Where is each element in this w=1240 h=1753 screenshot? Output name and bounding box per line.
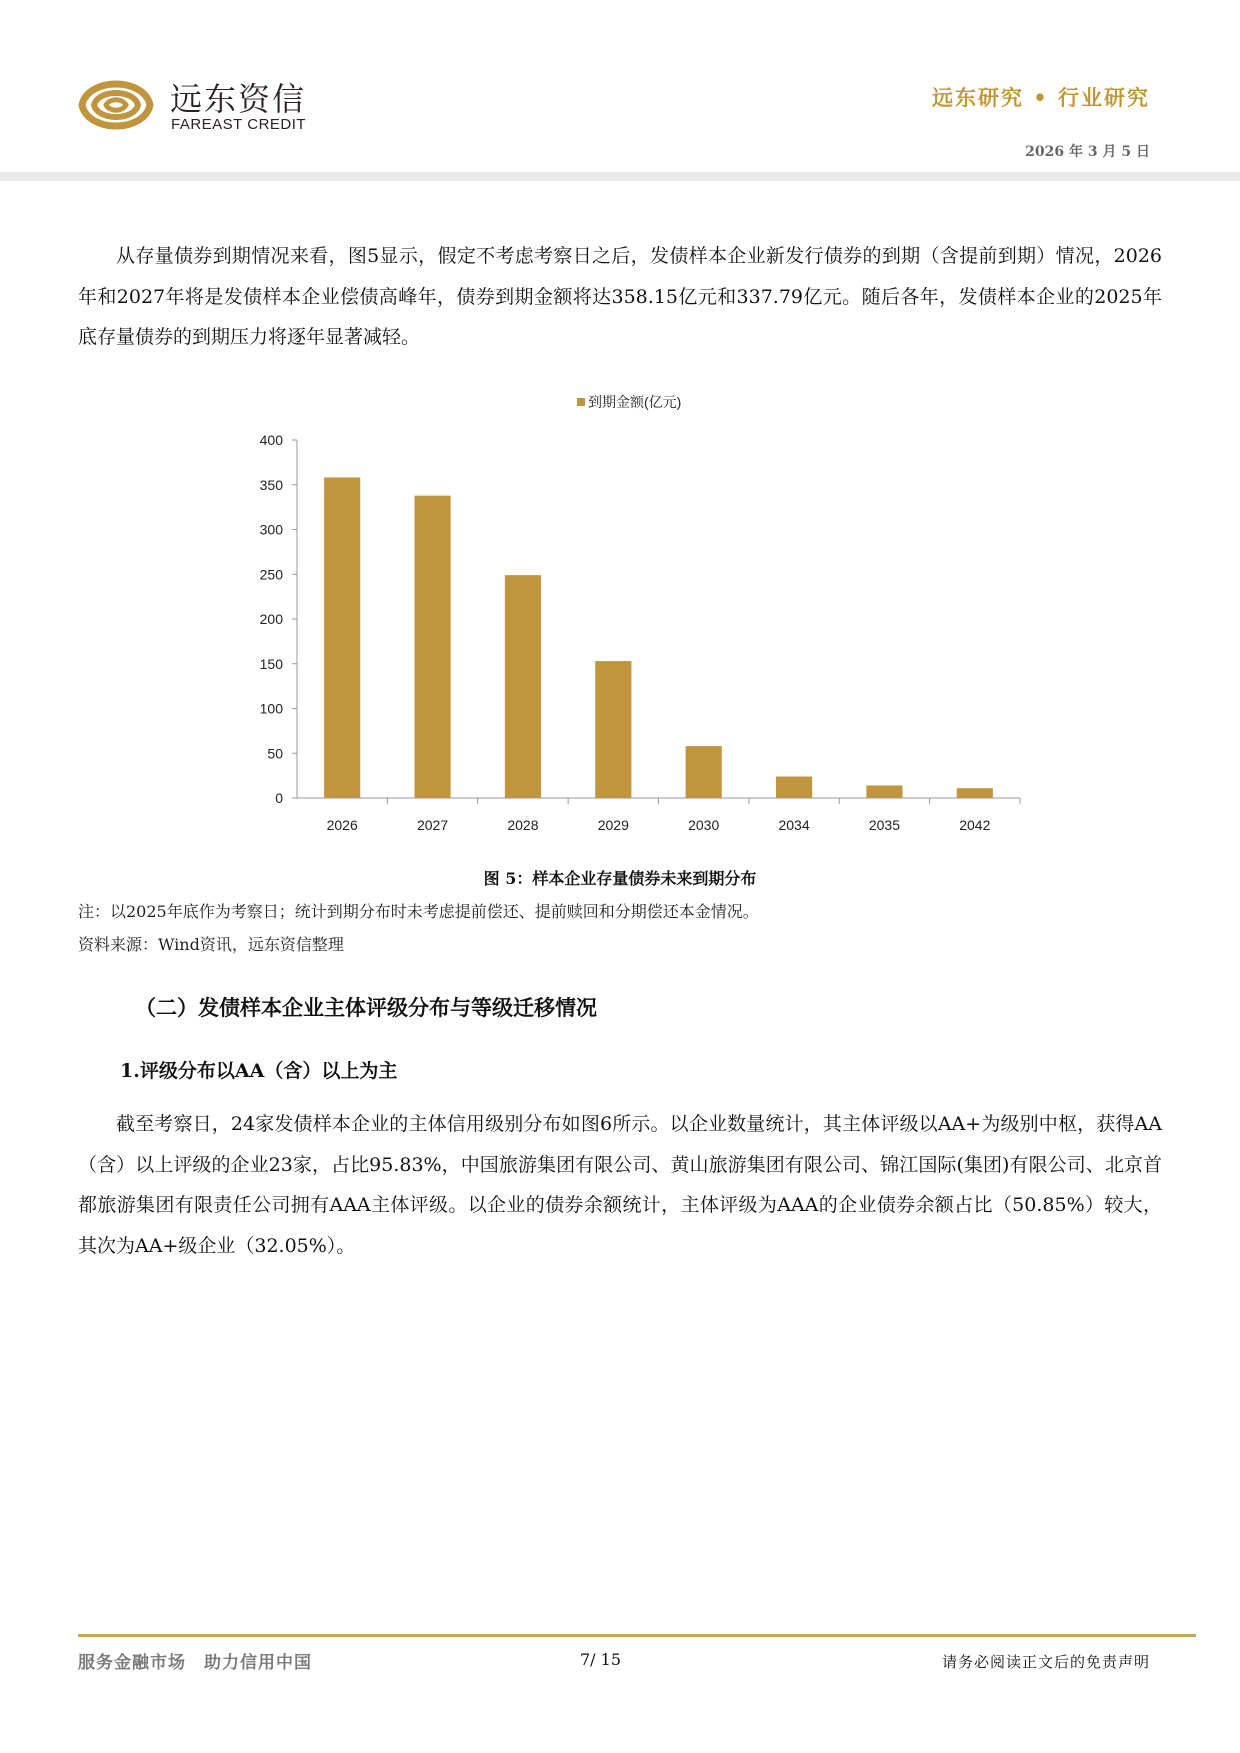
- header-date: 2026 年 3 月 5 日: [1025, 144, 1150, 160]
- bar-2030: [686, 746, 722, 798]
- y-tick-label: 100: [259, 700, 283, 717]
- legend-label: 到期金额(亿元): [588, 394, 682, 410]
- paragraph-maturity: [78, 236, 1162, 358]
- y-tick-label: 50: [267, 745, 283, 762]
- legend-swatch: [577, 398, 585, 406]
- figure-source: 资料来源：Wind资讯，远东资信整理: [78, 935, 344, 954]
- bar-2028: [505, 575, 541, 798]
- section-heading: （二）发债样本企业主体评级分布与等级迁移情况: [135, 995, 597, 1020]
- x-tick-label: 2034: [778, 817, 810, 833]
- x-tick-label: 2042: [959, 817, 991, 833]
- paragraph-text: 截至考察日，24家发债样本企业的主体信用级别分布如图6所示。以企业数量统计，其主体评级以AA+为级别中枢，获得AA（含）以上评级的企业23家，占比95.83%，中国旅游集团有限公司、黄山旅游集团有限公司、锦江国际(集团)有限公司、北京首都旅游集团有限责任公司拥有AAA主体评级。以企业的债券余额统计，主体评级为AAA的企业债券余额占比（50.85%）较大，其次为AA+级企业（32.05%）。: [78, 1113, 1162, 1257]
- y-tick-label: 350: [259, 476, 283, 493]
- bar-2026: [324, 477, 360, 798]
- x-tick-label: 2029: [597, 817, 629, 833]
- logo-text-en: FAREAST CREDIT: [171, 116, 307, 133]
- bar-2042: [957, 788, 993, 798]
- paragraph-ratings: [78, 1104, 1162, 1266]
- x-tick-label: 2028: [507, 817, 539, 833]
- bar-2035: [866, 785, 902, 798]
- x-tick-label: 2026: [326, 817, 358, 833]
- y-tick-label: 250: [259, 566, 283, 583]
- figure-note: 注：以2025年底作为考察日；统计到期分布时未考虑提前偿还、提前赎回和分期偿还本金情况。: [78, 902, 759, 921]
- maturity-bar-chart: [220, 385, 1040, 840]
- header-divider: [0, 172, 1240, 181]
- x-tick-label: 2035: [868, 817, 901, 833]
- footer-slogan: 服务金融市场 助力信用中国: [78, 1653, 312, 1673]
- paragraph-text: 从存量债券到期情况来看，图5显示，假定不考虑考察日之后，发债样本企业新发行债券的到期（含提前到期）情况，2026年和2027年将是发债样本企业偿债高峰年，债券到期金额将达358.15亿元和337.79亿元。随后各年，发债样本企业的2025年底存量债券的到期压力将逐年显著减轻。: [78, 245, 1162, 348]
- page-number: 7/ 15: [580, 1650, 622, 1669]
- y-tick-label: 200: [259, 611, 283, 627]
- logo-text-cn: 远东资信: [170, 80, 307, 118]
- bar-2027: [414, 496, 450, 798]
- x-tick-label: 2027: [416, 817, 449, 833]
- bar-2034: [776, 777, 812, 798]
- header-title: 远东研究 • 行业研究: [931, 85, 1150, 110]
- footer-disclaimer: 请务必阅读正文后的免责声明: [941, 1653, 1150, 1671]
- y-tick-label: 150: [259, 655, 283, 672]
- bar-2029: [595, 661, 631, 798]
- y-tick-label: 400: [259, 432, 283, 448]
- y-tick-label: 300: [259, 521, 283, 538]
- x-tick-label: 2030: [688, 817, 720, 833]
- subsection-heading: 1.评级分布以AA（含）以上为主: [120, 1060, 398, 1082]
- figure-caption: 图 5：样本企业存量债券未来到期分布: [483, 869, 757, 888]
- footer-divider: [78, 1634, 1196, 1637]
- y-tick-label: 0: [275, 790, 283, 806]
